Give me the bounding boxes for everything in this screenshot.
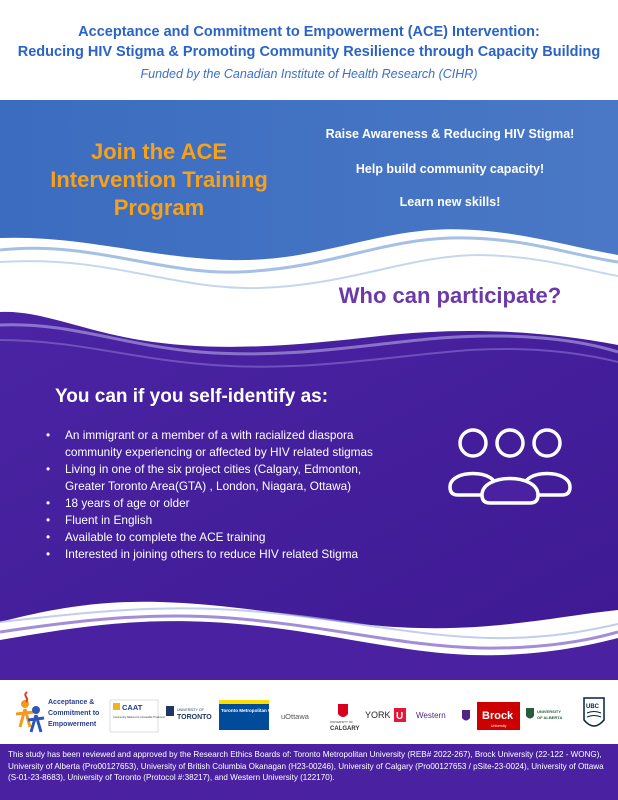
ucalgary-logo-small: UNIVERSITY OF bbox=[330, 720, 353, 724]
criteria-item: • Living in one of the six project cities (Calgary, Edmonton, Greater Toronto Area(GTA) , London, Niagara, Ottawa) bbox=[40, 461, 385, 495]
uottawa-logo: uOttawa bbox=[281, 712, 309, 721]
ace-logo-line3: Empowerment bbox=[48, 721, 97, 728]
caat-logo-sub: Community Alliance for Accessible Treatment bbox=[113, 716, 165, 719]
ace-logo-line2: Commitment to bbox=[48, 710, 100, 717]
uoft-logo-small: UNIVERSITY OF bbox=[177, 708, 204, 712]
caat-logo: CAAT bbox=[122, 703, 143, 712]
logo-strip bbox=[0, 682, 618, 742]
uoft-logo: TORONTO bbox=[177, 714, 212, 721]
criteria-item: • An immigrant or a member of a with racialized diaspora community experiencing or affected by HIV related stigmas bbox=[40, 427, 385, 461]
partner-logos bbox=[0, 682, 618, 742]
brock-logo: Brock bbox=[482, 710, 514, 722]
tagline-skills: Learn new skills! bbox=[399, 195, 501, 209]
tagline-capacity: Help build community capacity! bbox=[355, 162, 545, 176]
western-logo: Western bbox=[416, 711, 446, 720]
join-title: Join the ACE Intervention Training Program bbox=[50, 139, 268, 220]
tagline-awareness: Raise Awareness & Reducing HIV Stigma! bbox=[325, 127, 575, 141]
funded-by: Funded by the Canadian Institute of Health Research (CIHR) bbox=[140, 67, 478, 81]
self-identify-subheading: You can if you self-identify as: bbox=[55, 386, 329, 407]
ethics-text: This study has been reviewed and approved by the Research Ethics Boards of: Toronto Metropolitan University (REB# 2022-267), Brock University (22-122 - WONG), University of Alberta (Pro00127653), University of British Columbia Okanagan (H23-00246), University of Calgary (Pro00127653 / pSite-23-0024), University of Ottawa (S-01-23-8683), University of Toronto (Protocol #:38217), and Western University (122170). bbox=[8, 750, 604, 782]
criteria-item: • Available to complete the ACE training bbox=[40, 529, 385, 546]
york-logo: YORK bbox=[365, 710, 391, 720]
ucalgary-logo: CALGARY bbox=[330, 726, 360, 732]
criteria-item: • 18 years of age or older bbox=[40, 495, 385, 512]
york-u-logo: U bbox=[396, 711, 404, 722]
criteria-item: • Fluent in English bbox=[40, 512, 385, 529]
people-group-icon bbox=[440, 425, 580, 507]
ualberta-logo: OF ALBERTA bbox=[537, 715, 563, 720]
bottom-wave bbox=[0, 621, 618, 680]
brock-logo-sub: University bbox=[491, 724, 507, 728]
who-can-participate-heading: Who can participate? bbox=[338, 283, 562, 308]
ace-logo-line1: Acceptance & bbox=[48, 699, 95, 706]
title-line-2: Reducing HIV Stigma & Promoting Community Resilience through Capacity Building bbox=[17, 44, 601, 60]
ethics-footer bbox=[0, 744, 618, 800]
title-line-1: Acceptance and Commitment to Empowerment (ACE) Intervention: bbox=[78, 24, 540, 40]
ubc-logo: UBC bbox=[586, 704, 599, 710]
criteria-list bbox=[40, 427, 385, 563]
tmu-logo: Toronto Metropolitan University bbox=[221, 708, 291, 713]
header bbox=[0, 0, 618, 100]
ace-logo-figure bbox=[16, 692, 44, 732]
criteria-item: • Interested in joining others to reduce HIV related Stigma bbox=[40, 546, 385, 563]
ualberta-logo-small: UNIVERSITY bbox=[537, 709, 562, 714]
